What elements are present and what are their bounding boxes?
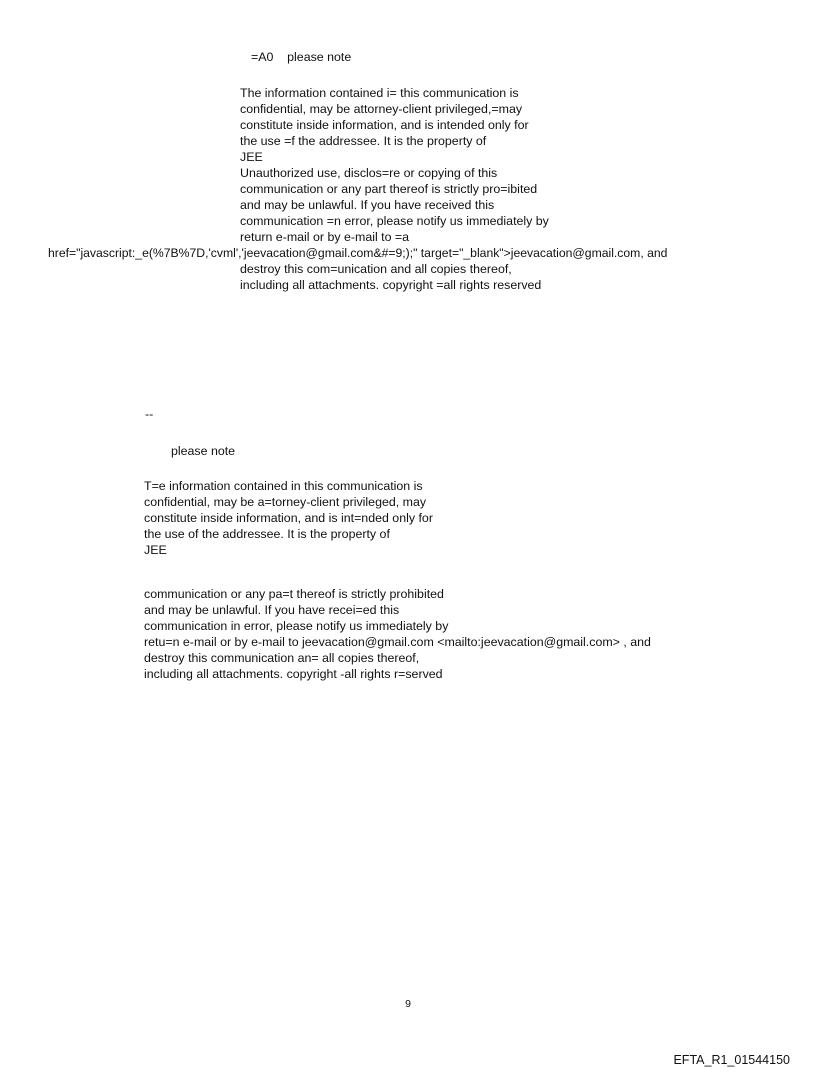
block2-line: JEE (144, 543, 167, 557)
block1-heading: =A0 please note (251, 50, 352, 64)
block1-line: communication =n error, please notify us immediately by (240, 214, 549, 228)
block2-line: destroy this communication an= all copies thereof, (144, 651, 420, 665)
block2-line: and may be unlawful. If you have recei=ed this (144, 603, 400, 617)
block2-line: communication or any pa=t thereof is strictly prohibited (144, 587, 444, 601)
document-id: EFTA_R1_01544150 (673, 1053, 790, 1067)
block1-line: and may be unlawful. If you have received this (240, 198, 495, 212)
block2-heading: please note (171, 444, 236, 458)
block1-line: including all attachments. copyright =all rights reserved (240, 278, 542, 292)
block2-separator: -- (145, 407, 154, 421)
block2-line: retu=n e-mail or by e-mail to jeevacation@gmail.com <mailto:jeevacation@gmail.com> , and (144, 635, 651, 649)
block2-line: confidential, may be a=torney-client privileged, may (144, 495, 427, 509)
block1-line: JEE (240, 150, 263, 164)
block1-line: return e-mail or by e-mail to =a (240, 230, 410, 244)
block1-line: confidential, may be attorney-client privileged,=may (240, 102, 523, 116)
block1-line: destroy this com=unication and all copies thereof, (240, 262, 512, 276)
block2-line: the use of the addressee. It is the property of (144, 527, 390, 541)
block1-href-line: href="javascript:_e(%7B%7D,'cvml','jeevacation@gmail.com&#=9;);" target="_blank">jeevacation@gmail.com, and (48, 246, 668, 260)
block2-line: including all attachments. copyright -all rights r=served (144, 667, 443, 681)
block1-line: the use =f the addressee. It is the property of (240, 134, 487, 148)
block2-line: constitute inside information, and is int=nded only for (144, 511, 433, 525)
block1-line: Unauthorized use, disclos=re or copying of this (240, 166, 498, 180)
block1-line: The information contained i= this communication is (240, 86, 519, 100)
page-number: 9 (405, 998, 411, 1010)
block2-line: T=e information contained in this communication is (144, 479, 423, 493)
block1-line: constitute inside information, and is intended only for (240, 118, 529, 132)
block2-line: communication in error, please notify us immediately by (144, 619, 449, 633)
block1-line: communication or any part thereof is strictly pro=ibited (240, 182, 538, 196)
